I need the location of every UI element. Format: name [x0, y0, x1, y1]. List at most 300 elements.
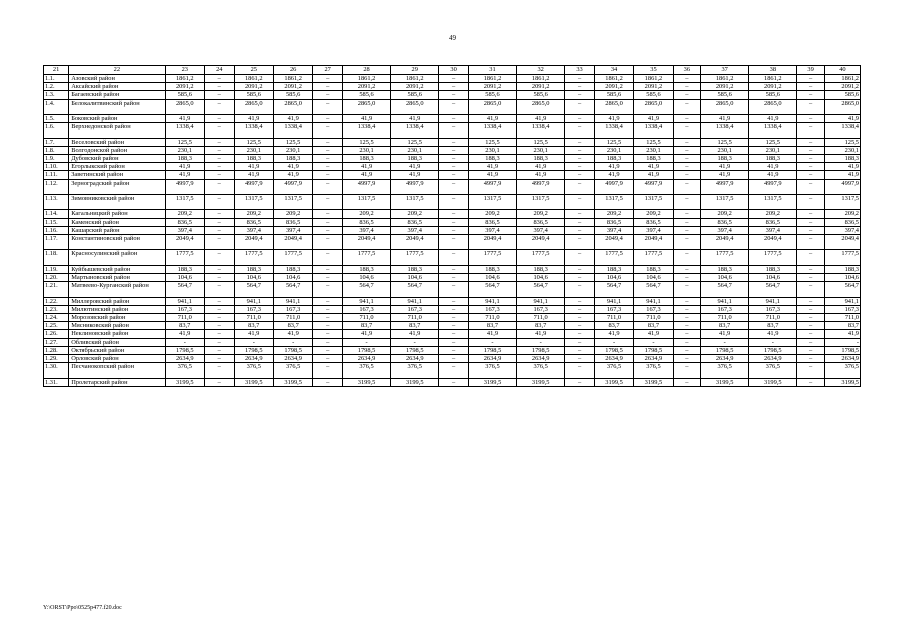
value-cell: 41,9: [634, 163, 673, 171]
value-cell: 1861,2: [165, 75, 204, 83]
dash-cell: –: [673, 99, 700, 114]
dash-cell: –: [313, 305, 343, 313]
value-cell: 209,2: [165, 210, 204, 218]
dash-cell: –: [439, 210, 469, 218]
table-row: [44, 218, 861, 226]
value-cell: 1798,5: [517, 346, 565, 354]
value-cell: 711,0: [749, 313, 797, 321]
district-name: Песчанокопский район: [69, 363, 165, 378]
value-cell: 125,5: [234, 138, 273, 146]
dash-cell: –: [797, 195, 824, 210]
column-header: 25: [234, 66, 273, 75]
column-header: 39: [797, 66, 824, 75]
dash-cell: –: [313, 115, 343, 123]
dash-cell: –: [673, 313, 700, 321]
dash-cell: –: [204, 378, 234, 386]
district-name: Куйбышевский район: [69, 265, 165, 273]
table-row: [44, 83, 861, 91]
value-cell: 1317,5: [273, 195, 312, 210]
row-number: 1.27.: [44, 338, 69, 346]
value-cell: 230,1: [701, 146, 749, 154]
value-cell: 397,4: [468, 226, 516, 234]
dash-cell: –: [439, 226, 469, 234]
value-cell: 585,6: [165, 91, 204, 99]
value-cell: 83,7: [165, 322, 204, 330]
value-cell: 376,5: [273, 363, 312, 378]
value-cell: 1338,4: [273, 123, 312, 138]
column-header: 34: [594, 66, 633, 75]
value-cell: 2091,2: [517, 83, 565, 91]
value-cell: 104,6: [342, 273, 390, 281]
dash-cell: –: [797, 250, 824, 265]
value-cell: 41,9: [391, 330, 439, 338]
value-cell: 836,5: [594, 218, 633, 226]
value-cell: 41,9: [749, 330, 797, 338]
value-cell: 2865,0: [824, 99, 860, 114]
row-number: 1.12.: [44, 179, 69, 194]
column-header: 30: [439, 66, 469, 75]
value-cell: 2634,9: [824, 355, 860, 363]
row-number: 1.19.: [44, 265, 69, 273]
dash-cell: –: [673, 322, 700, 330]
value-cell: 2865,0: [634, 99, 673, 114]
value-cell: 209,2: [517, 210, 565, 218]
dash-cell: –: [439, 163, 469, 171]
column-header: 23: [165, 66, 204, 75]
table-row: [44, 155, 861, 163]
value-cell: 1317,5: [634, 195, 673, 210]
district-name: Зимовниковский район: [69, 195, 165, 210]
value-cell: -: [391, 338, 439, 346]
value-cell: 3199,5: [824, 378, 860, 386]
value-cell: 167,3: [273, 305, 312, 313]
dash-cell: –: [673, 355, 700, 363]
table-row: [44, 91, 861, 99]
table-row: [44, 195, 861, 210]
value-cell: 397,4: [165, 226, 204, 234]
dash-cell: –: [313, 179, 343, 194]
value-cell: 41,9: [234, 163, 273, 171]
dash-cell: –: [565, 179, 595, 194]
value-cell: -: [701, 338, 749, 346]
value-cell: 941,1: [701, 297, 749, 305]
table-header-row: [44, 66, 861, 75]
value-cell: 564,7: [517, 282, 565, 297]
value-cell: 2049,4: [517, 235, 565, 250]
dash-cell: –: [797, 138, 824, 146]
value-cell: 2634,9: [391, 355, 439, 363]
value-cell: 1777,5: [634, 250, 673, 265]
value-cell: 41,9: [634, 115, 673, 123]
value-cell: 1798,5: [273, 346, 312, 354]
dash-cell: –: [313, 313, 343, 321]
value-cell: 1317,5: [594, 195, 633, 210]
value-cell: 1317,5: [391, 195, 439, 210]
column-header: 24: [204, 66, 234, 75]
table-row: [44, 363, 861, 378]
value-cell: 83,7: [342, 322, 390, 330]
value-cell: 711,0: [391, 313, 439, 321]
value-cell: 230,1: [165, 146, 204, 154]
dash-cell: –: [797, 210, 824, 218]
value-cell: 2049,4: [824, 235, 860, 250]
value-cell: 1338,4: [391, 123, 439, 138]
dash-cell: –: [797, 155, 824, 163]
value-cell: -: [342, 338, 390, 346]
dash-cell: –: [797, 91, 824, 99]
value-cell: 41,9: [749, 171, 797, 179]
value-cell: 2634,9: [273, 355, 312, 363]
value-cell: 230,1: [273, 146, 312, 154]
value-cell: 188,3: [749, 265, 797, 273]
dash-cell: –: [797, 115, 824, 123]
column-header: 32: [517, 66, 565, 75]
value-cell: 167,3: [234, 305, 273, 313]
dash-cell: –: [439, 363, 469, 378]
dash-cell: –: [565, 346, 595, 354]
value-cell: 564,7: [634, 282, 673, 297]
value-cell: 1777,5: [517, 250, 565, 265]
dash-cell: –: [204, 218, 234, 226]
value-cell: 230,1: [824, 146, 860, 154]
dash-cell: –: [204, 83, 234, 91]
dash-cell: –: [673, 195, 700, 210]
dash-cell: –: [673, 163, 700, 171]
row-number: 1.22.: [44, 297, 69, 305]
value-cell: 41,9: [468, 163, 516, 171]
row-number: 1.30.: [44, 363, 69, 378]
value-cell: 41,9: [594, 330, 633, 338]
value-cell: 2634,9: [234, 355, 273, 363]
value-cell: 188,3: [468, 265, 516, 273]
value-cell: 941,1: [273, 297, 312, 305]
value-cell: 41,9: [165, 171, 204, 179]
value-cell: 564,7: [234, 282, 273, 297]
district-name: Белокалитвинский район: [69, 99, 165, 114]
dash-cell: –: [439, 146, 469, 154]
dash-cell: –: [204, 338, 234, 346]
row-number: 1.5.: [44, 115, 69, 123]
value-cell: 41,9: [824, 330, 860, 338]
row-number: 1.13.: [44, 195, 69, 210]
value-cell: 2634,9: [634, 355, 673, 363]
dash-cell: –: [313, 75, 343, 83]
district-name: Дубовский район: [69, 155, 165, 163]
value-cell: 41,9: [391, 163, 439, 171]
value-cell: 41,9: [273, 163, 312, 171]
dash-cell: –: [204, 75, 234, 83]
dash-cell: –: [673, 83, 700, 91]
value-cell: 4997,9: [468, 179, 516, 194]
value-cell: 1777,5: [234, 250, 273, 265]
value-cell: 376,5: [342, 363, 390, 378]
value-cell: 941,1: [468, 297, 516, 305]
dash-cell: –: [797, 363, 824, 378]
value-cell: 2634,9: [342, 355, 390, 363]
value-cell: 1338,4: [701, 123, 749, 138]
column-header: 22: [69, 66, 165, 75]
value-cell: 167,3: [391, 305, 439, 313]
dash-cell: –: [439, 355, 469, 363]
dash-cell: –: [565, 115, 595, 123]
value-cell: 104,6: [273, 273, 312, 281]
row-number: 1.8.: [44, 146, 69, 154]
dash-cell: –: [439, 305, 469, 313]
district-name: Мясниковский район: [69, 322, 165, 330]
value-cell: 564,7: [749, 282, 797, 297]
dash-cell: –: [313, 83, 343, 91]
district-name: Зерноградский район: [69, 179, 165, 194]
value-cell: 397,4: [517, 226, 565, 234]
value-cell: 188,3: [391, 265, 439, 273]
value-cell: 2865,0: [749, 99, 797, 114]
dash-cell: –: [204, 313, 234, 321]
value-cell: 41,9: [342, 163, 390, 171]
value-cell: 41,9: [824, 163, 860, 171]
value-cell: 4997,9: [517, 179, 565, 194]
value-cell: 4997,9: [634, 179, 673, 194]
row-number: 1.4.: [44, 99, 69, 114]
table-row: [44, 75, 861, 83]
table-row: [44, 163, 861, 171]
dash-cell: –: [797, 313, 824, 321]
dash-cell: –: [439, 195, 469, 210]
value-cell: 2049,4: [749, 235, 797, 250]
table-row: [44, 297, 861, 305]
value-cell: 188,3: [749, 155, 797, 163]
dash-cell: –: [797, 338, 824, 346]
row-number: 1.1.: [44, 75, 69, 83]
dash-cell: –: [673, 305, 700, 313]
value-cell: 1338,4: [634, 123, 673, 138]
value-cell: 941,1: [165, 297, 204, 305]
district-name: Пролетарский район: [69, 378, 165, 386]
dash-cell: –: [673, 346, 700, 354]
value-cell: 711,0: [634, 313, 673, 321]
value-cell: 2091,2: [634, 83, 673, 91]
value-cell: 125,5: [517, 138, 565, 146]
table-row: [44, 282, 861, 297]
value-cell: 83,7: [594, 322, 633, 330]
dash-cell: –: [439, 171, 469, 179]
value-cell: 2634,9: [701, 355, 749, 363]
dash-cell: –: [797, 163, 824, 171]
table-row: [44, 338, 861, 346]
dash-cell: –: [313, 355, 343, 363]
dash-cell: –: [439, 123, 469, 138]
dash-cell: –: [797, 235, 824, 250]
value-cell: 376,5: [234, 363, 273, 378]
dash-cell: –: [204, 155, 234, 163]
value-cell: 836,5: [824, 218, 860, 226]
dash-cell: –: [673, 138, 700, 146]
district-name: Азовский район: [69, 75, 165, 83]
value-cell: 125,5: [342, 138, 390, 146]
value-cell: 2865,0: [165, 99, 204, 114]
value-cell: 41,9: [634, 330, 673, 338]
value-cell: 1861,2: [517, 75, 565, 83]
table-row: [44, 346, 861, 354]
value-cell: 41,9: [273, 171, 312, 179]
dash-cell: –: [797, 218, 824, 226]
value-cell: 104,6: [824, 273, 860, 281]
value-cell: 125,5: [273, 138, 312, 146]
value-cell: 585,6: [634, 91, 673, 99]
value-cell: 125,5: [701, 138, 749, 146]
value-cell: 83,7: [391, 322, 439, 330]
dash-cell: –: [439, 378, 469, 386]
column-header: 31: [468, 66, 516, 75]
value-cell: 167,3: [594, 305, 633, 313]
dash-cell: –: [439, 330, 469, 338]
value-cell: 941,1: [824, 297, 860, 305]
value-cell: 564,7: [391, 282, 439, 297]
value-cell: 836,5: [749, 218, 797, 226]
value-cell: 711,0: [273, 313, 312, 321]
dash-cell: –: [313, 378, 343, 386]
value-cell: 41,9: [701, 171, 749, 179]
value-cell: 41,9: [391, 171, 439, 179]
dash-cell: –: [565, 146, 595, 154]
dash-cell: –: [565, 163, 595, 171]
value-cell: 3199,5: [594, 378, 633, 386]
row-number: 1.16.: [44, 226, 69, 234]
value-cell: 1338,4: [824, 123, 860, 138]
value-cell: 4997,9: [701, 179, 749, 194]
dash-cell: –: [204, 322, 234, 330]
dash-cell: –: [673, 210, 700, 218]
dash-cell: –: [204, 305, 234, 313]
dash-cell: –: [565, 75, 595, 83]
dash-cell: –: [673, 250, 700, 265]
value-cell: 941,1: [234, 297, 273, 305]
value-cell: 585,6: [824, 91, 860, 99]
table-row: [44, 250, 861, 265]
dash-cell: –: [313, 218, 343, 226]
value-cell: 585,6: [342, 91, 390, 99]
dash-cell: –: [565, 83, 595, 91]
value-cell: 836,5: [342, 218, 390, 226]
value-cell: 564,7: [824, 282, 860, 297]
value-cell: 41,9: [273, 330, 312, 338]
dash-cell: –: [439, 83, 469, 91]
value-cell: 564,7: [468, 282, 516, 297]
dash-cell: –: [204, 138, 234, 146]
value-cell: 2049,4: [342, 235, 390, 250]
value-cell: 4997,9: [749, 179, 797, 194]
dash-cell: –: [204, 195, 234, 210]
dash-cell: –: [204, 250, 234, 265]
dash-cell: –: [439, 235, 469, 250]
row-number: 1.20.: [44, 273, 69, 281]
dash-cell: –: [439, 273, 469, 281]
dash-cell: –: [673, 265, 700, 273]
dash-cell: –: [313, 346, 343, 354]
dash-cell: –: [204, 346, 234, 354]
dash-cell: –: [204, 179, 234, 194]
value-cell: 4997,9: [234, 179, 273, 194]
value-cell: 3199,5: [342, 378, 390, 386]
value-cell: 1317,5: [468, 195, 516, 210]
value-cell: 1861,2: [234, 75, 273, 83]
value-cell: 1777,5: [468, 250, 516, 265]
value-cell: 2091,2: [594, 83, 633, 91]
value-cell: 2049,4: [468, 235, 516, 250]
value-cell: 585,6: [234, 91, 273, 99]
value-cell: 2049,4: [701, 235, 749, 250]
dash-cell: –: [204, 171, 234, 179]
value-cell: 209,2: [273, 210, 312, 218]
value-cell: 1338,4: [749, 123, 797, 138]
value-cell: 209,2: [594, 210, 633, 218]
value-cell: 1798,5: [634, 346, 673, 354]
dash-cell: –: [439, 99, 469, 114]
value-cell: 564,7: [594, 282, 633, 297]
value-cell: 1798,5: [391, 346, 439, 354]
value-cell: 941,1: [749, 297, 797, 305]
dash-cell: –: [204, 363, 234, 378]
dash-cell: –: [797, 146, 824, 154]
row-number: 1.11.: [44, 171, 69, 179]
dash-cell: –: [565, 91, 595, 99]
district-name: Аксайский район: [69, 83, 165, 91]
value-cell: 188,3: [342, 265, 390, 273]
value-cell: 41,9: [273, 115, 312, 123]
table-row: [44, 99, 861, 114]
value-cell: 2049,4: [594, 235, 633, 250]
value-cell: 167,3: [165, 305, 204, 313]
district-name: Волгодонской район: [69, 146, 165, 154]
row-number: 1.14.: [44, 210, 69, 218]
value-cell: 1317,5: [234, 195, 273, 210]
value-cell: 41,9: [234, 171, 273, 179]
dash-cell: –: [673, 123, 700, 138]
dash-cell: –: [313, 210, 343, 218]
dash-cell: –: [313, 146, 343, 154]
dash-cell: –: [673, 273, 700, 281]
value-cell: 188,3: [273, 155, 312, 163]
row-number: 1.7.: [44, 138, 69, 146]
dash-cell: –: [204, 115, 234, 123]
value-cell: 83,7: [273, 322, 312, 330]
value-cell: 41,9: [634, 171, 673, 179]
dash-cell: –: [565, 218, 595, 226]
value-cell: 941,1: [342, 297, 390, 305]
value-cell: 167,3: [342, 305, 390, 313]
district-name: Красносулинский район: [69, 250, 165, 265]
dash-cell: –: [673, 282, 700, 297]
value-cell: 2091,2: [468, 83, 516, 91]
value-cell: 1317,5: [342, 195, 390, 210]
value-cell: 585,6: [594, 91, 633, 99]
value-cell: 1338,4: [234, 123, 273, 138]
dash-cell: –: [313, 171, 343, 179]
dash-cell: –: [439, 250, 469, 265]
value-cell: 3199,5: [517, 378, 565, 386]
dash-cell: –: [673, 171, 700, 179]
value-cell: 230,1: [594, 146, 633, 154]
district-name: Кагальницкий район: [69, 210, 165, 218]
row-number: 1.3.: [44, 91, 69, 99]
value-cell: -: [594, 338, 633, 346]
value-cell: 4997,9: [824, 179, 860, 194]
value-cell: 564,7: [342, 282, 390, 297]
dash-cell: –: [313, 282, 343, 297]
value-cell: 209,2: [234, 210, 273, 218]
value-cell: 41,9: [749, 163, 797, 171]
dash-cell: –: [313, 226, 343, 234]
value-cell: 3199,5: [634, 378, 673, 386]
